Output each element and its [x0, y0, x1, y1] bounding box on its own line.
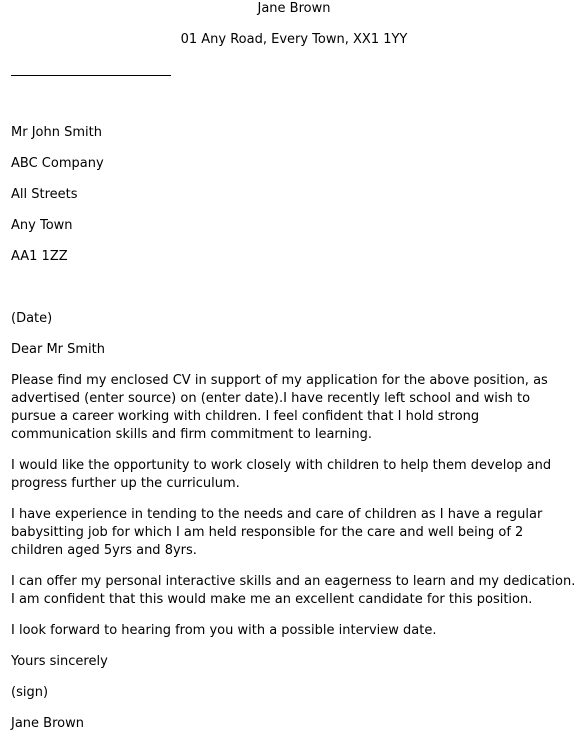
paragraph-line: communication skills and firm commitment to learning. — [11, 427, 373, 442]
recipient-postcode: AA1 1ZZ — [11, 249, 68, 264]
recipient-name: Mr John Smith — [11, 125, 102, 140]
paragraph-line: I am confident that this would make me an excellent candidate for this position. — [11, 592, 533, 607]
signature-placeholder: (sign) — [11, 685, 49, 700]
paragraph-line: progress further up the curriculum. — [11, 476, 240, 491]
signoff-name: Jane Brown — [11, 716, 84, 731]
recipient-town: Any Town — [11, 218, 73, 233]
paragraph-1 — [11, 372, 587, 444]
recipient-street: All Streets — [11, 187, 78, 202]
paragraph-line: I would like the opportunity to work closely with children to help them develop and — [11, 458, 552, 473]
paragraph-4 — [11, 573, 587, 609]
paragraph-2 — [11, 457, 587, 493]
paragraph-5 — [11, 622, 587, 640]
sender-address: 01 Any Road, Every Town, XX1 1YY — [180, 32, 408, 47]
salutation: Dear Mr Smith — [11, 342, 106, 357]
paragraph-line: I have experience in tending to the needs and care of children as I have a regular — [11, 507, 543, 522]
paragraph-line: advertised (enter source) on (enter date).I have recently left school and wish to — [11, 391, 531, 406]
paragraph-line: Please find my enclosed CV in support of my application for the above position, as — [11, 373, 548, 388]
sender-name: Jane Brown — [257, 1, 331, 16]
header-divider — [11, 75, 171, 76]
paragraph-line: children aged 5yrs and 8yrs. — [11, 543, 197, 558]
paragraph-line: I can offer my personal interactive skills and an eagerness to learn and my dedication. — [11, 574, 576, 589]
paragraph-3 — [11, 506, 587, 560]
recipient-company: ABC Company — [11, 156, 104, 171]
paragraph-line: I look forward to hearing from you with a possible interview date. — [11, 623, 437, 638]
letter-date: (Date) — [11, 311, 53, 326]
paragraph-line: pursue a career working with children. I feel confident that I hold strong — [11, 409, 480, 424]
paragraph-line: babysitting job for which I am held responsible for the care and well being of 2 — [11, 525, 524, 540]
closing: Yours sincerely — [11, 654, 108, 669]
